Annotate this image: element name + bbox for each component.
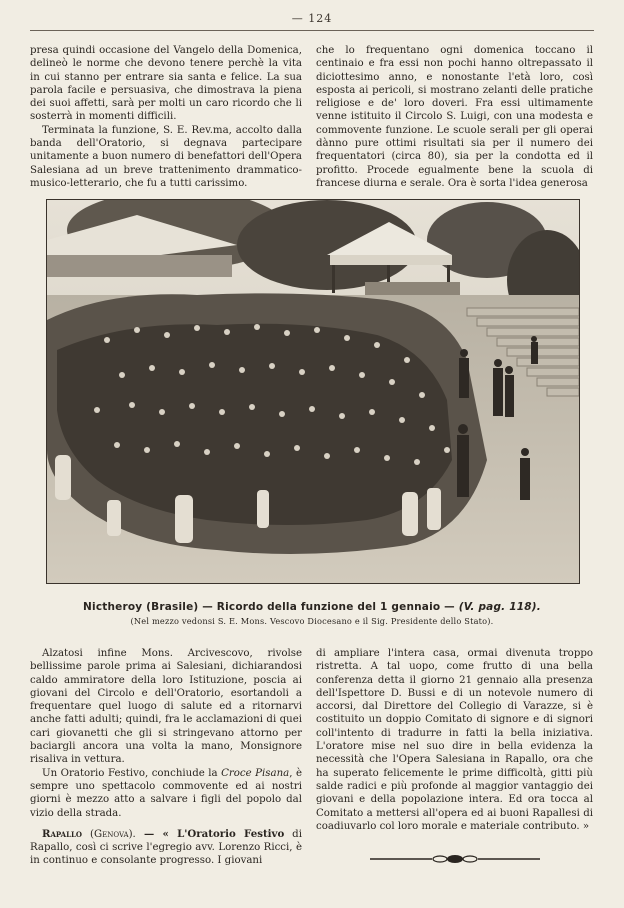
end-ornament — [370, 854, 540, 864]
bottom-left-column — [30, 647, 302, 868]
paragraph — [30, 767, 302, 820]
caption-title: Nictheroy (Brasile) — Ricordo della funzione del 1 gennaio — — [83, 601, 455, 613]
section-place: Rapallo — [42, 827, 83, 840]
paragraph: Terminata la funzione, S. E. Rev.ma, accolto dalla banda dell'Oratorio, si degnava partecipare unitamente a buon numero di benefattori dell'Opera Salesiana ad un breve trattenimento drammatico-musico-letterario, che fu a tutti carissimo. — [30, 124, 302, 189]
text-run: Un Oratorio Festivo, conchiude la — [42, 767, 222, 779]
top-right-column — [316, 44, 593, 190]
caption-page-reference: (V. pag. 118). — [458, 601, 541, 613]
header-rule — [30, 30, 594, 31]
section-title: — « L'Oratorio Festivo — [135, 827, 285, 840]
text-run: , è sempre uno spettacolo commovente ed ai nostri giorni è mezzo atto a salvare i figli del popolo dal vizio della strada. — [30, 767, 302, 819]
photo-illustration — [47, 200, 579, 583]
bottom-right-column — [316, 647, 593, 833]
paragraph: che lo frequentano ogni domenica toccano il centinaio e fra essi non pochi hanno oltrepassato il diciottesimo anno, e nonostante l'età loro, così esposta ai pericoli, si mostrano zelanti delle pratiche religiose e de' loro doveri. Fra essi ultimamente venne istituito il Circolo S. Luigi, con una modesta e commovente funzione. Le scuole serali per gli operai dànno pure ottimi risultati sia per il numero dei frequentatori (circa 80), sia per la condotta ed il profitto. Procede egualmente bene la scuola di francese diurna e serale. Ora è sorta l'idea generosa — [316, 45, 593, 189]
caption-title-line — [46, 601, 578, 613]
caption-subtitle: (Nel mezzo vedonsi S. E. Mons. Vescovo Diocesano e il Sig. Presidente dello Stato). — [130, 616, 494, 626]
paragraph: Alzatosi infine Mons. Arcivescovo, rivolse bellissime parole prima ai Salesiani, dichiarandosi caldo ammiratore della loro Istituzione, poscia ai giovani del Circolo e dell'Oratorio, esortandoli a frequentare quel luogo di salute ed a ritornarvi anche fatti adulti; quindi, fra le acclamazioni di quei cari giovanetti che gli si stringevano attorno per baciargli ancora una volta la mano, Monsignore risaliva in vettura. — [30, 648, 302, 766]
photo-caption — [46, 601, 578, 626]
top-left-column — [30, 44, 302, 190]
text-run: di Rapallo, così ci scrive l'egregio avv. Lorenzo Ricci, è in continuo e consolante progresso. I giovani — [30, 828, 302, 867]
section-region: (Genova). — [82, 828, 136, 840]
page-number: — 124 — [291, 12, 333, 25]
newspaper-name: Croce Pisana — [221, 767, 290, 779]
paragraph: di ampliare l'intera casa, ormai divenuta troppo ristretta. A tal uopo, come frutto di una bella conferenza detta il giorno 21 gennaio alla presenza dell'Ispettore D. Bussi e di un notevole numero di accorsi, dal Direttore del Collegio di Varazze, si è costituito un doppio Comitato di signore e di signori coll'intento di tradurre in fatti la bella iniziativa. L'oratore mise nel suo dire in bella evidenza la necessità che l'Opera Salesiana in Rapallo, ora che ha superato felicemente le prime difficoltà, gitti più salde radici e più profonde al maggior vantaggio dei giovani e della popolazione intera. Ed ora tocca al Comitato a mettersi all'opera ed ai buoni Rapallesi di coadiuvarlo col loro morale e materiale contributo. » — [316, 648, 593, 832]
group-photograph — [46, 199, 580, 584]
paragraph: presa quindi occasione del Vangelo della Domenica, delineò le norme che devono tenere perchè la vita in cui stanno per entrare sia santa e felice. La sua parola facile e persuasiva, che dimostrava la piena dei suoi affetti, sarà per molti un caro ricordo che li sosterrà in momenti difficili. — [30, 45, 302, 123]
paragraph — [30, 828, 302, 868]
